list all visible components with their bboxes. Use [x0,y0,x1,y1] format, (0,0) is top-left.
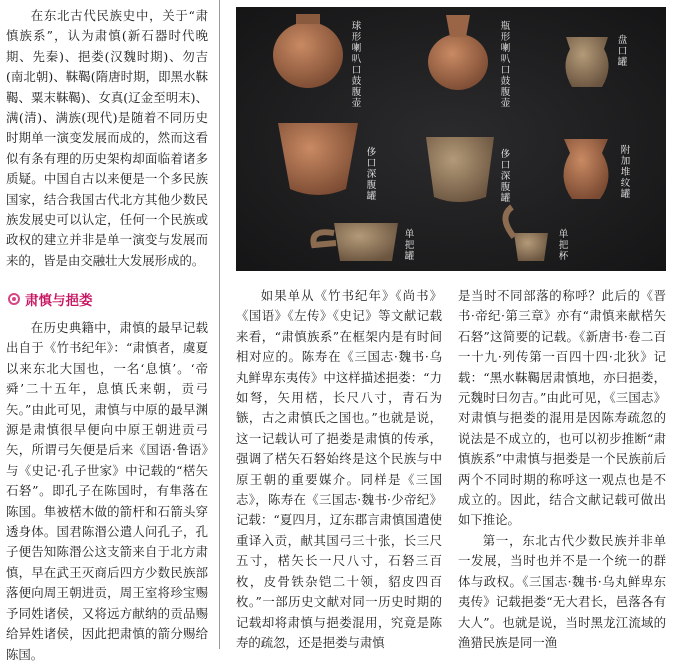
intro-column [6,6,208,271]
pot-vase [428,34,488,90]
body-paragraph: 第一，东北古代少数民族并非单一发展，当时也并不是一个统一的群体与政权。《三国志·魏书·乌丸鲜卑东夷传》记载挹娄“无大君长，邑落各有大人”。也就是说，当时黑龙江流域的渔猎民族是同一渔 [458,532,666,650]
label-ridged: 附加堆纹罐 [620,145,631,200]
body-column-2 [236,286,442,653]
body-column-3 [458,286,666,653]
pot-deep-left [278,123,358,195]
pot-dish-mouth [565,37,608,87]
section-column-1 [6,318,208,665]
pottery-photo [236,7,666,271]
body-paragraph: 如果单从《竹书纪年》《尚书》《国语》《左传》《史记》等文献记载来看，“肃慎族系”在框架内是有时间相对应的。陈寿在《三国志·魏书·乌丸鲜卑东夷传》中这样描述挹娄：“力如弩，矢用楛，长尺八寸，青石为镞，古之肃慎氏之国也。”也就是说，这一记载认可了挹娄是肃慎的传承，强调了楛矢石砮始终是这个民族与中原王朝的重要媒介。同样是《三国志》，陈寿在《三国志·魏书·少帝纪》记载：“夏四月，辽东郡言肃慎国遣使重译入贡，献其国弓三十张，长三尺五寸，楛矢长一尺八寸，石砮三百枚，皮骨铁杂铠二十领，貂皮四百枚。”一部历史文献对同一历史时期的记载却将肃慎与挹娄混用，究竟是陈寿的疏忽，还是挹娄与肃慎 [236,288,442,650]
label-dish-mouth: 盘口罐 [617,35,628,68]
label-deep-left: 侈口深腹罐 [366,147,377,202]
label-deep-middle: 侈口深腹罐 [500,149,511,204]
pottery-illustration [236,7,666,271]
body-paragraph: 是当时不同部落的称呼？此后的《晋书·帝纪·第三章》亦有“肃慎来献楛矢石砮”这简要的记载。《新唐书·卷二百一十九·列传第一百四十四·北狄》记载：“黑水靺鞨居肃慎地，亦曰挹娄，元魏时曰勿吉。”由此可见，《三国志》对肃慎与挹娄的混用是因陈寿疏忽的说法是不成立的，也可以初步推断“肃慎族系”中肃慎与挹娄是一个民族前后两个不同时期的称呼这一观点也是不成立的。因此，结合文献记载可做出如下推论。 [458,288,666,528]
section-bullet-icon [8,293,20,305]
pot-handled-cup [514,233,548,261]
label-vase: 瓶形喇叭口鼓腹壶 [500,21,511,109]
pot-globular [273,22,343,88]
intro-paragraph: 在东北古代民族史中，关于“肃慎族系”，认为肃慎(新石器时代晚期、先秦)、挹娄(汉魏时期)、勿吉(南北朝)、靺鞨(隋唐时期，即黑水靺鞨、粟末靺鞨)、女真(辽金至明末)、满(清)、满族(现代)是随着不同历史时期单一演变发展而成的，然而这看似有条有理的历史架构却面临着诸多质疑。中国自古以来便是一个多民族国家，结合我国古代北方其他少数民族发展史可以认定，任何一个民族或政权的建立并非是单一演变与发展而来的，皆是由交融壮大发展形成的。 [6,8,208,268]
pot-deep-middle [426,137,494,202]
section-heading [8,289,213,309]
section-title: 肃慎与挹娄 [25,293,93,309]
label-handled-jar: 单把罐 [404,229,415,262]
column-divider [219,0,220,649]
label-globular: 球形喇叭口鼓腹壶 [351,21,362,109]
pot-handled-jar [334,223,398,261]
label-handled-cup: 单把杯 [558,229,569,262]
pot-ridged [563,139,608,199]
body-paragraph: 在历史典籍中，肃慎的最早记载出自于《竹书纪年》：“肃慎者，虞夏以来东北大国也，一名‘息慎’。‘帝舜’二十五年，息慎氏来朝，贡弓矢。”由此可见，肃慎与中原的最早渊源是肃慎很早便向中原王朝进贡弓矢，所谓弓矢便是后来《国语·鲁语》与《史记·孔子世家》中记载的“楛矢石砮”。即孔子在陈国时，有隼落在陈国。隼被楛木做的箭杆和石箭头穿透身体。国君陈湣公遣人问孔子，孔子便告知陈湣公这支箭来自于北方肃慎，早在武王灭商后四方少数民族部落便向周王朝进贡，周王室将珍宝赐予同姓诸侯，又将远方献纳的贡品赐给异姓诸侯，因此把肃慎的箭分赐给陈国。 [6,320,208,662]
